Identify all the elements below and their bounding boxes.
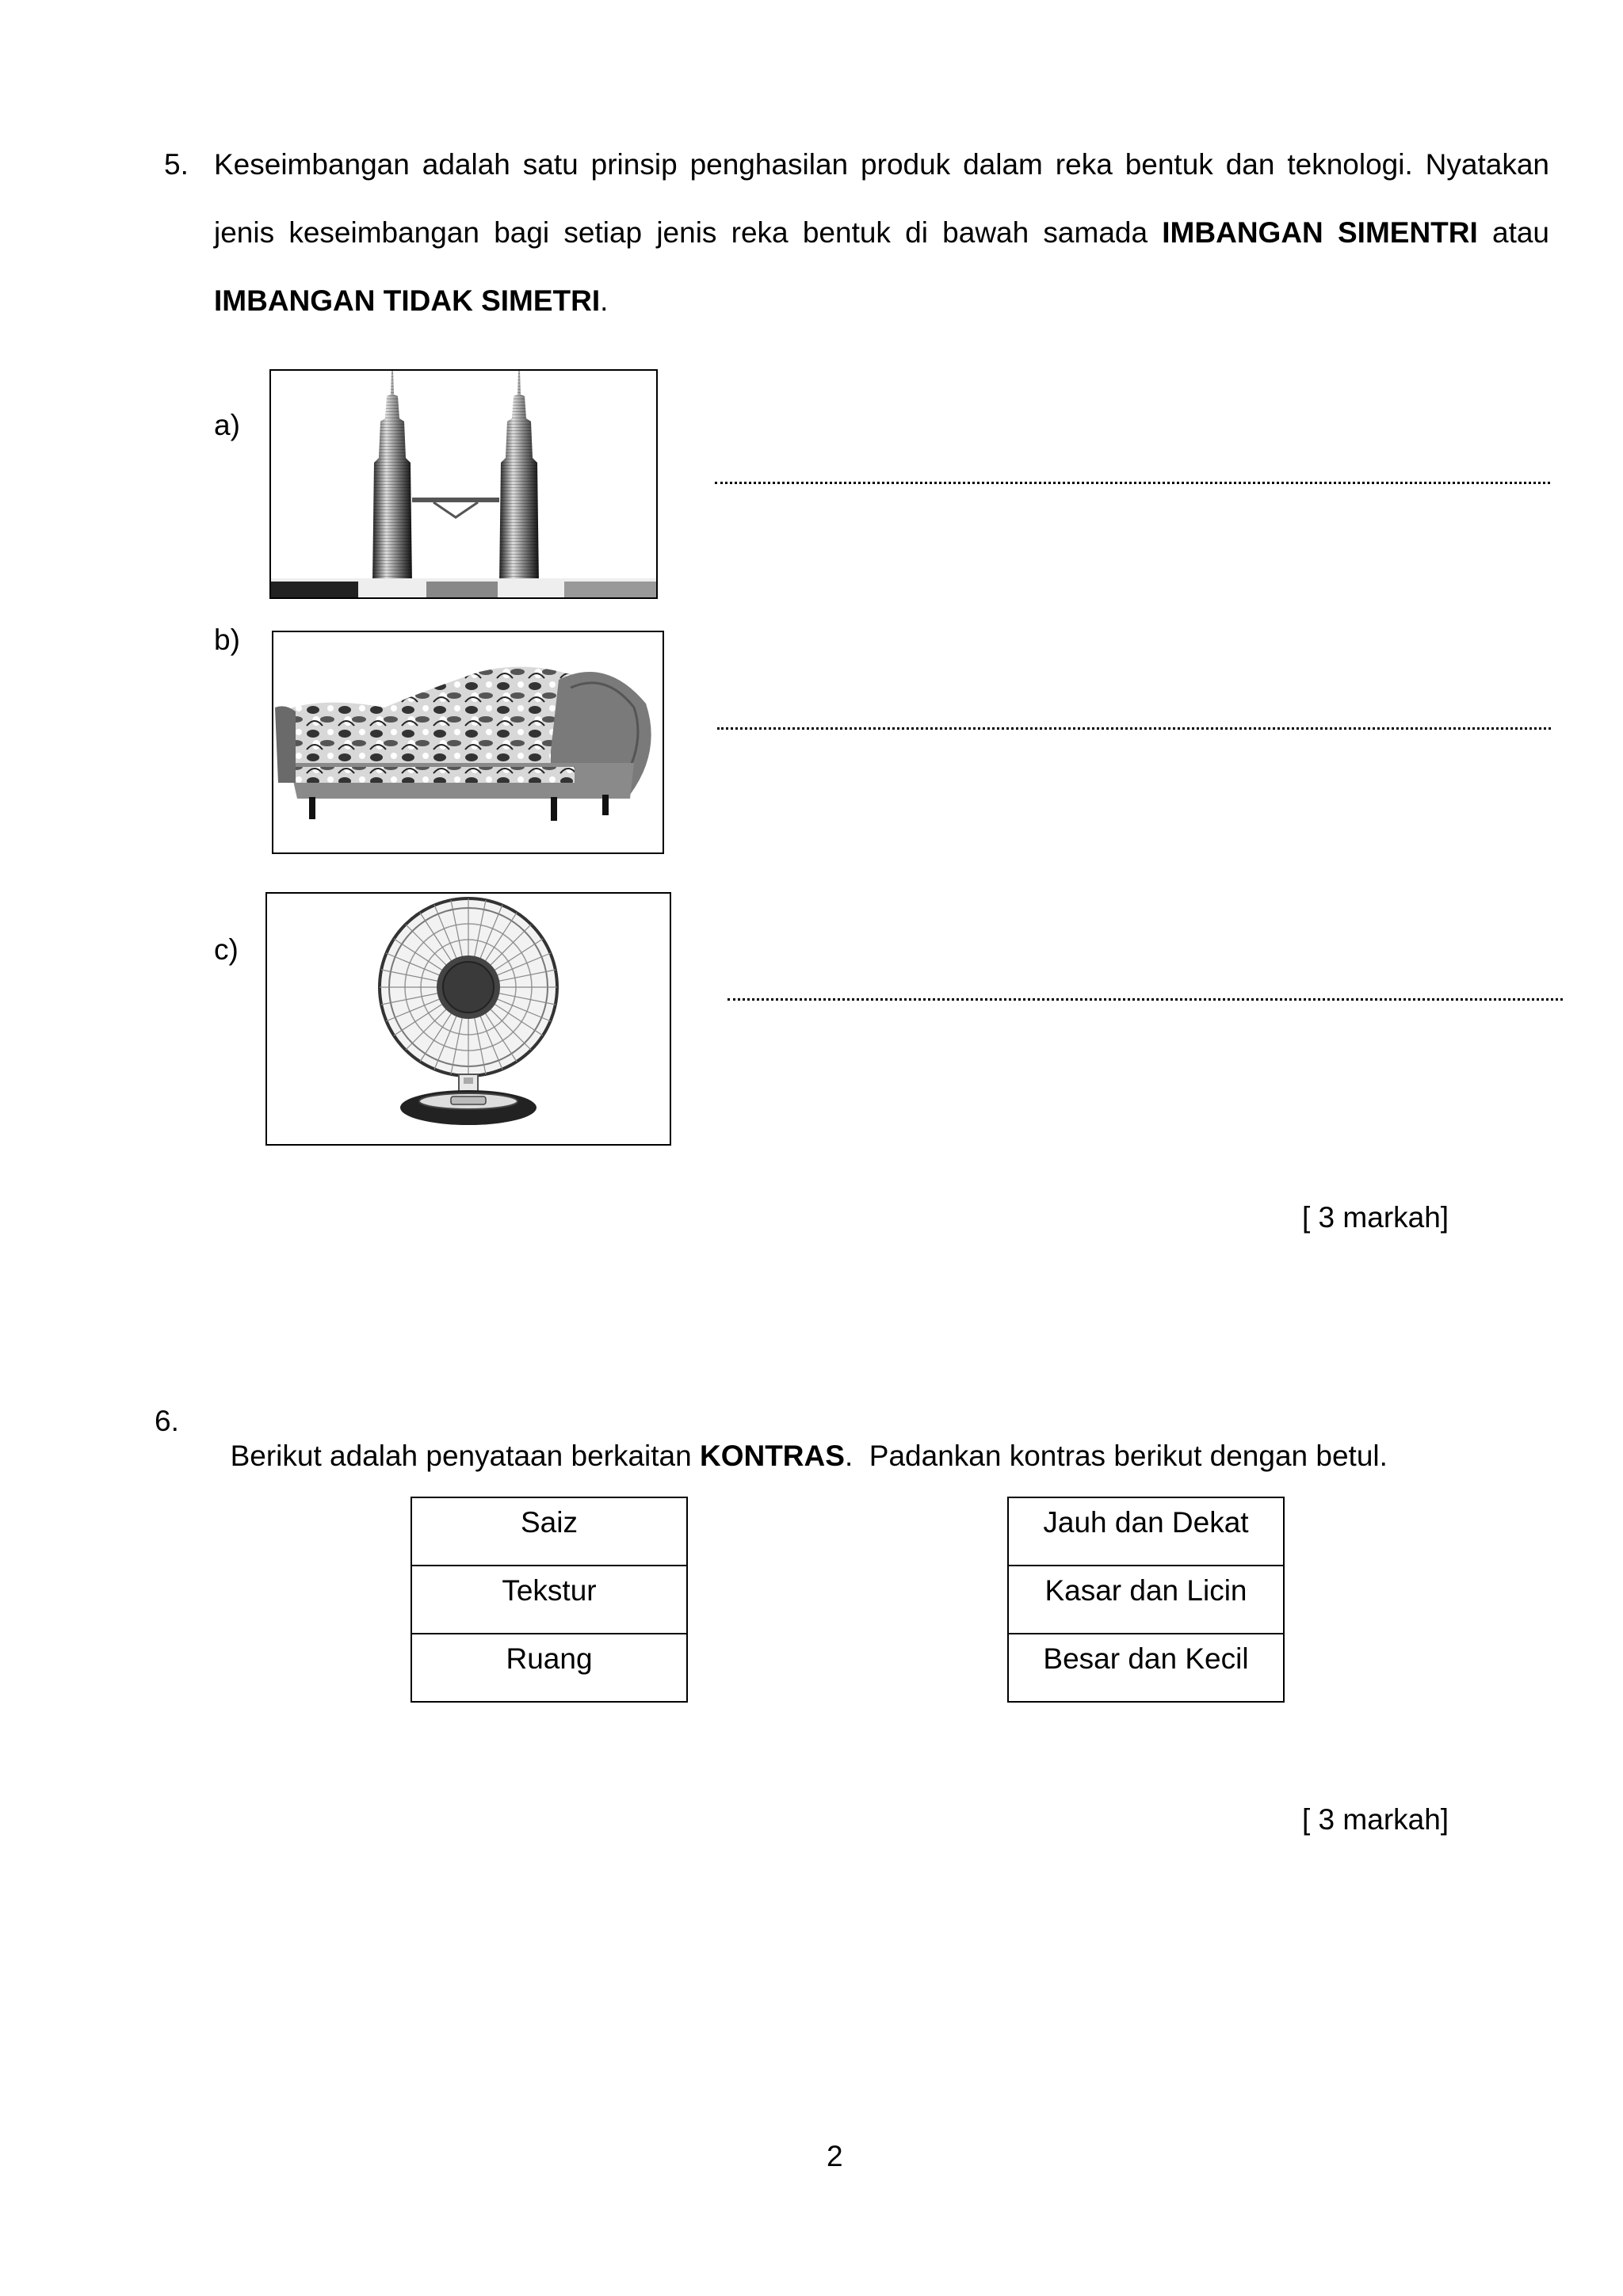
- fan-icon: [267, 894, 670, 1144]
- question-5-line-2-text: jenis keseimbangan bagi setiap jenis reka bentuk di bawah samada: [214, 216, 1163, 249]
- sofa-icon: [273, 632, 663, 852]
- contrast-type-cell[interactable]: Saiz: [411, 1497, 687, 1566]
- twin-towers-icon: [271, 371, 656, 597]
- contrast-example-cell[interactable]: Besar dan Kecil: [1008, 1634, 1284, 1702]
- question-5-number: 5.: [164, 148, 189, 181]
- answer-line-b[interactable]: [717, 727, 1551, 730]
- question-5-line-3-end: .: [600, 284, 609, 317]
- question-5-line-3: [214, 284, 1549, 318]
- imbangan-tidak-simetri-term: IMBANGAN TIDAK SIMETRI: [214, 284, 601, 317]
- imbangan-simentri-term: IMBANGAN SIMENTRI: [1162, 216, 1478, 249]
- question-5-marks: [ 3 markah]: [1302, 1201, 1449, 1234]
- answer-line-c[interactable]: [727, 998, 1563, 1001]
- contrast-types-table: [411, 1497, 688, 1703]
- question-6-number: 6.: [155, 1405, 179, 1437]
- question-5-line-2: [214, 215, 1549, 250]
- question-6-text-end: . Padankan kontras berikut dengan betul.: [844, 1440, 1388, 1473]
- contrast-example-cell[interactable]: Kasar dan Licin: [1008, 1566, 1284, 1634]
- question-6-text-start: Berikut adalah penyataan berkaitan: [230, 1440, 700, 1473]
- sofa-image: [272, 631, 664, 854]
- item-b-label: b): [214, 624, 240, 656]
- answer-line-a[interactable]: [715, 482, 1550, 484]
- fan-image: [265, 892, 671, 1146]
- question-6-text: [214, 1404, 1388, 1474]
- question-5-line-2-end: atau: [1477, 216, 1549, 249]
- page-number: 2: [827, 2140, 843, 2172]
- contrast-type-cell[interactable]: Ruang: [411, 1634, 687, 1702]
- item-a-label: a): [214, 409, 240, 441]
- contrast-example-cell[interactable]: Jauh dan Dekat: [1008, 1497, 1284, 1566]
- contrast-examples-table: [1007, 1497, 1285, 1703]
- question-5-line-1: Keseimbangan adalah satu prinsip penghasilan produk dalam reka bentuk dan teknologi. Nyatakan: [214, 148, 1549, 181]
- question-6-marks: [ 3 markah]: [1302, 1803, 1449, 1836]
- kontras-term: KONTRAS: [699, 1440, 845, 1473]
- twin-towers-image: [269, 369, 658, 599]
- item-c-label: c): [214, 933, 239, 966]
- contrast-type-cell[interactable]: Tekstur: [411, 1566, 687, 1634]
